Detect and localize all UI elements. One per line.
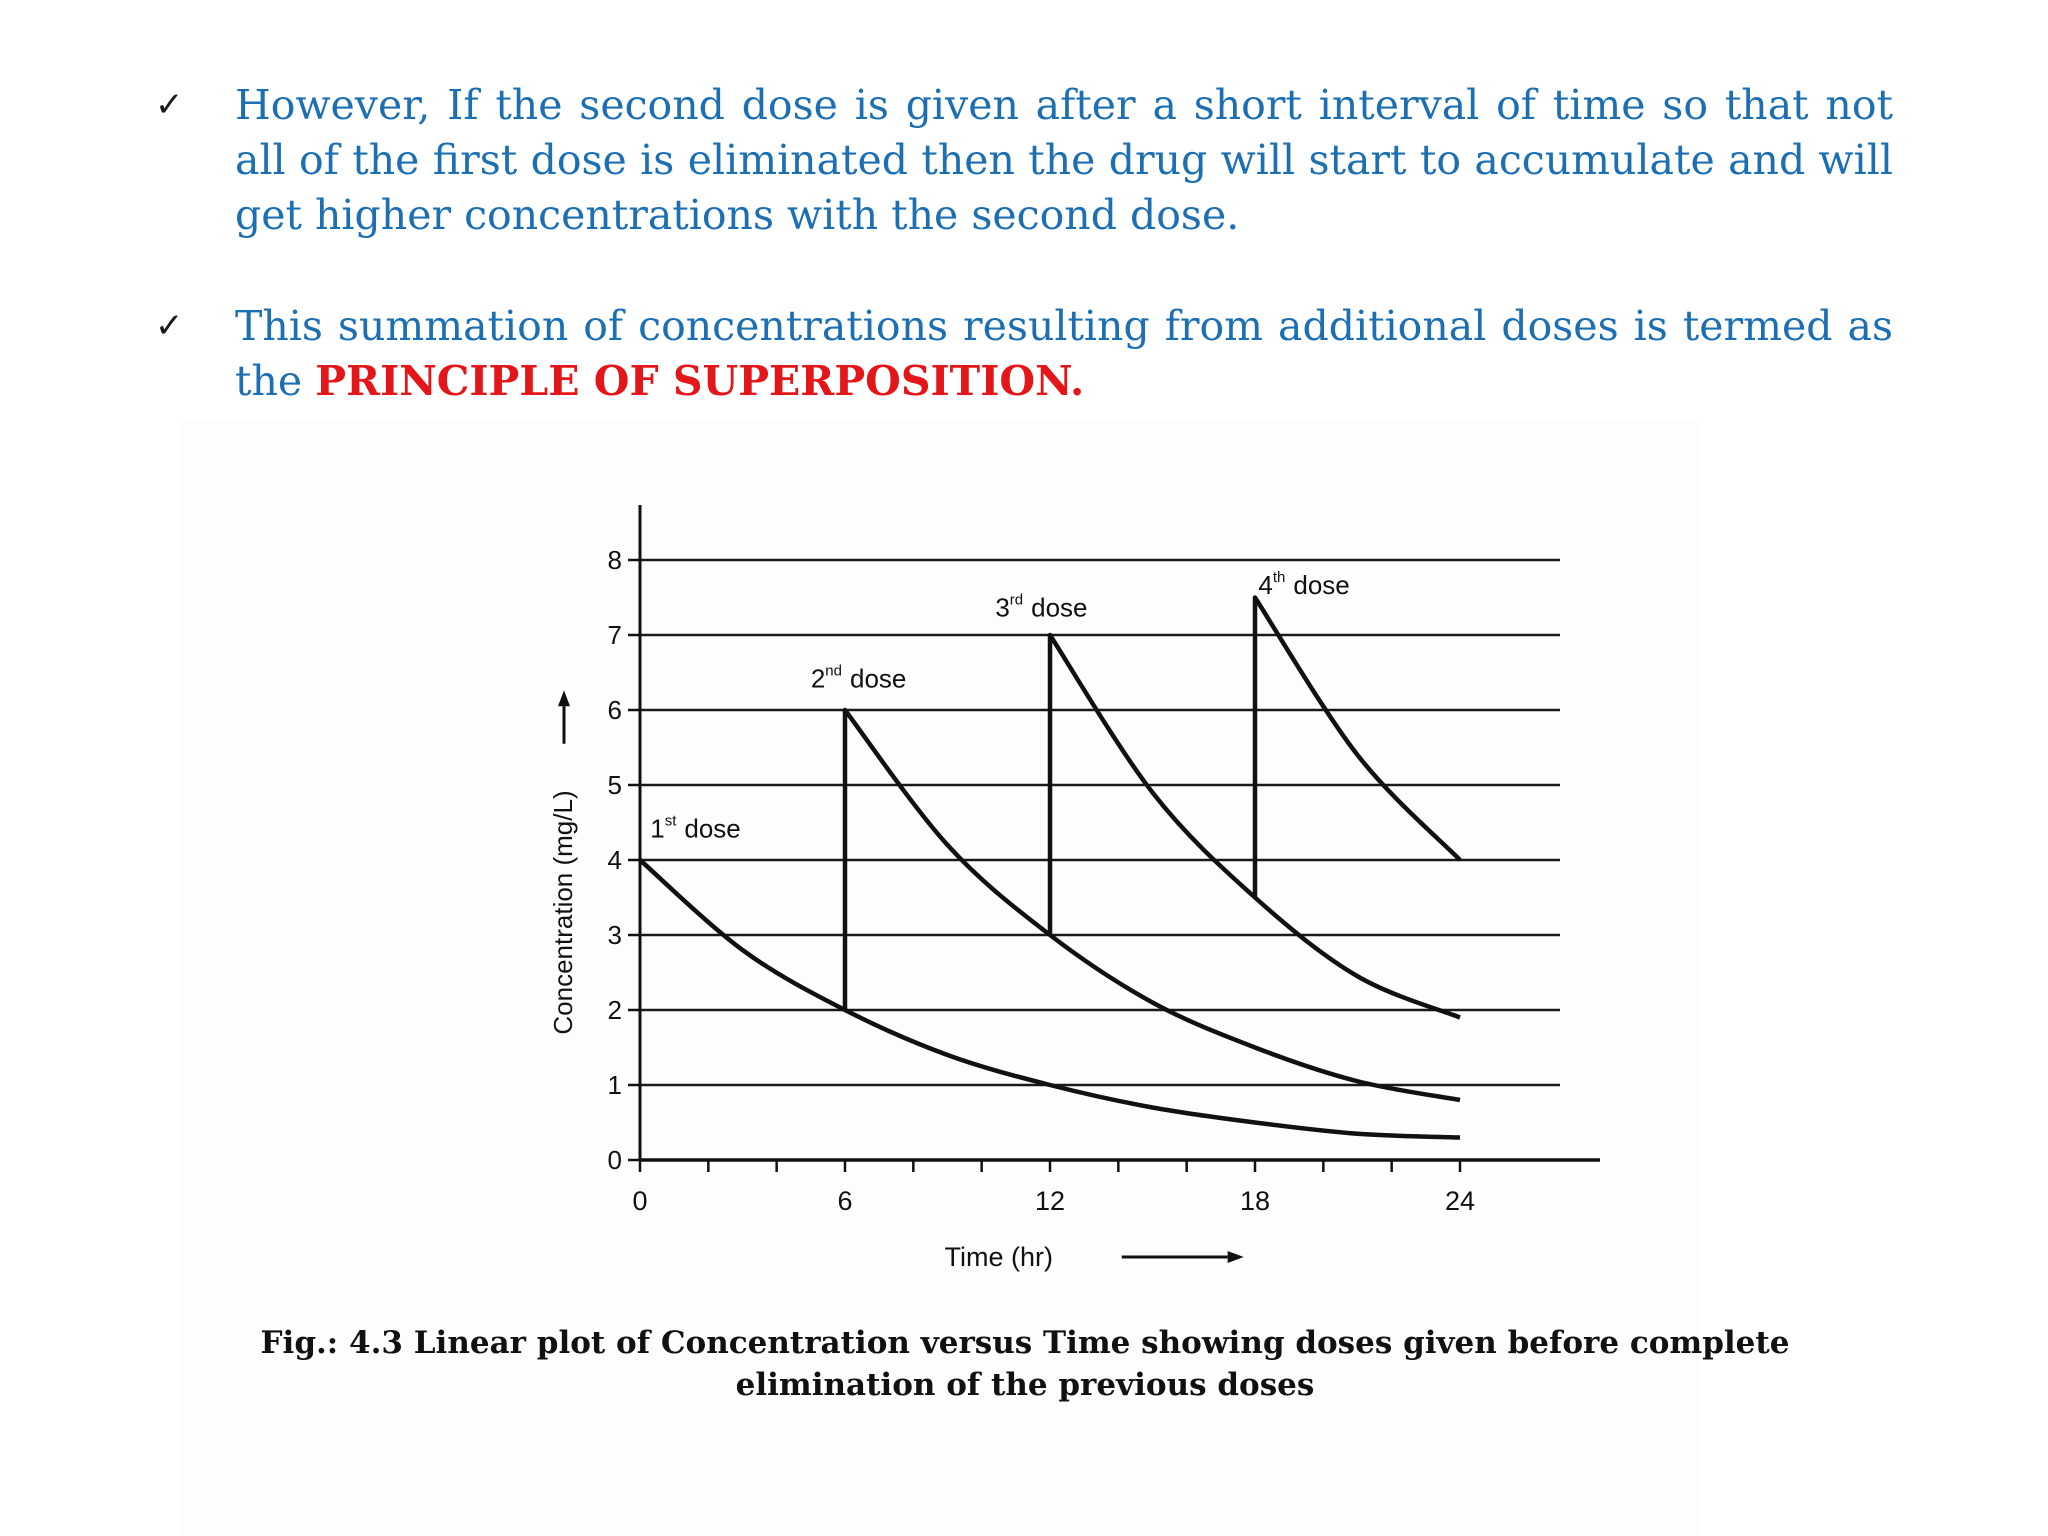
check-icon: ✓ — [155, 306, 184, 346]
x-tick-label-4: 24 — [1444, 1186, 1476, 1216]
y-tick-label-4: 4 — [607, 845, 622, 875]
bullet-text-1: However, If the second dose is given after a short interval of time so that not all of the first dose is eliminated then the drug will start to accumulate and will get higher concentrations with the second dose. — [235, 81, 1893, 239]
figure-caption: Fig.: 4.3 Linear plot of Concentration versus Time showing doses given before complete elimination of the previous doses — [260, 1325, 1790, 1403]
principle-emphasis: PRINCIPLE OF SUPERPOSITION. — [315, 357, 1085, 405]
x-axis-arrow-head — [1228, 1251, 1244, 1263]
x-axis-label: Time (hr) — [944, 1242, 1053, 1272]
dose-annotation-1: 1st dose — [650, 812, 741, 844]
check-icon: ✓ — [155, 85, 184, 125]
concentration-time-chart — [520, 500, 1600, 1300]
dose-annotation-2: 2nd dose — [810, 662, 907, 694]
x-tick-label-2: 12 — [1034, 1186, 1066, 1216]
y-tick-label-7: 7 — [607, 620, 622, 650]
y-tick-label-2: 2 — [607, 995, 622, 1025]
y-axis-arrow-head — [558, 690, 570, 706]
bullet-item-2 — [155, 299, 1893, 409]
x-tick-label-0: 0 — [632, 1186, 648, 1216]
series-line-4 — [1255, 598, 1460, 898]
bullet-item-1 — [155, 78, 1893, 243]
x-tick-label-3: 18 — [1239, 1186, 1271, 1216]
y-tick-label-0: 0 — [607, 1145, 622, 1175]
dose-annotation-3: 3rd dose — [995, 591, 1088, 623]
y-tick-label-1: 1 — [607, 1070, 622, 1100]
y-tick-label-8: 8 — [607, 545, 622, 575]
x-tick-label-1: 6 — [837, 1186, 853, 1216]
y-axis-label: Concentration (mg/L) — [548, 790, 578, 1035]
bullet-text-2-body: This summation of concentrations resulting from additional doses is termed as the — [235, 302, 1893, 405]
y-tick-label-5: 5 — [607, 770, 622, 800]
y-tick-label-6: 6 — [607, 695, 622, 725]
bullet-list — [155, 78, 1893, 465]
dose-annotation-4: 4th dose — [1258, 568, 1350, 600]
y-tick-label-3: 3 — [607, 920, 622, 950]
bullet-text-2 — [235, 299, 1893, 409]
